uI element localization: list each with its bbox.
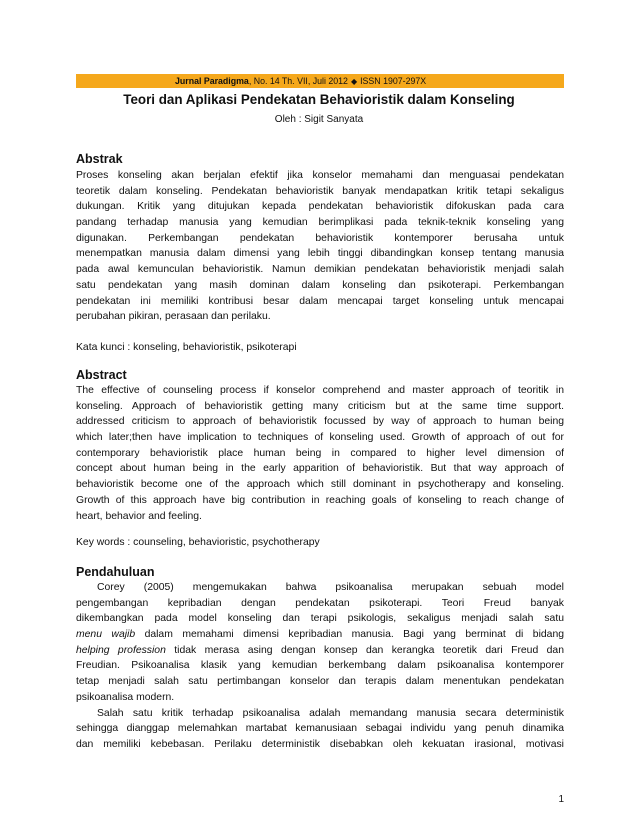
abstrak-line: Proses konseling akan berjalan efektif jika konselor memahami dan menguasai pendekatan	[76, 170, 564, 181]
pendahuluan-line: psikoanalisa modern.	[76, 691, 175, 703]
abstract-line: heart, behavior and feeling.	[76, 510, 202, 522]
abstract-line: Growth of this approach have big contribution in reaching goals of konseling to reach change of	[76, 494, 564, 506]
abstract-line: contemporary behavioristik place human being in compared to higher level dimension of	[76, 447, 564, 459]
abstrak-line: pada awal kemunculan behavioristik. Namun demikian pendekatan behavioristik menjadi salah	[76, 264, 564, 276]
pendahuluan-line: Freudian. Psikoanalisa klasik yang kemudian berkembang dalam psikoanalisa kontemporer	[76, 660, 564, 672]
abstract-heading: Abstract	[76, 368, 127, 382]
abstrak-line: teoretik dalam konseling. Pendekatan behavioristik banyak mendapatkan kritik tetapi sekaligus	[76, 185, 564, 197]
pendahuluan-line: dan memiliki kebebasan. Perilaku deterministik disebabkan oleh kekuatan irasional, motivasi	[76, 738, 564, 750]
pendahuluan-line	[76, 627, 564, 643]
pendahuluan-body	[76, 580, 564, 753]
abstrak-heading: Abstrak	[76, 152, 123, 166]
italic-term: menu wajib	[76, 629, 136, 641]
pendahuluan-line: dikembangkan pada model konseling dan terapi psikologis, sekaligus menjadi salah satu	[76, 613, 564, 625]
abstract-line: which later;then have implication to techniques of konseling used. Growth of approach of out for	[76, 432, 564, 444]
abstrak-line: pendekatan ini memiliki kontribusi besar dalam mencapai target konseling untuk mencapai	[76, 295, 564, 307]
italic-term: helping profession	[76, 644, 166, 656]
page-number: 1	[558, 794, 564, 805]
abstrak-body	[76, 168, 564, 325]
abstrak-line: digunakan. Perkembangan pendekatan behavioristik kontemporer berusaha untuk	[76, 232, 564, 244]
pendahuluan-heading: Pendahuluan	[76, 565, 155, 579]
paper-title: Teori dan Aplikasi Pendekatan Behavioristik dalam Konseling	[123, 92, 515, 107]
abstrak-keywords: Kata kunci : konseling, behavioristik, psikoterapi	[76, 342, 297, 353]
journal-header-bar	[76, 74, 564, 88]
pendahuluan-line	[76, 643, 564, 659]
abstract-line: The effective of counseling process if konselor comprehend and master approach of teoritik in	[76, 385, 564, 396]
abstract-line: addressed criticism to approach of behavioristik focussed by way of approach to human being	[76, 416, 564, 428]
journal-issn: ISSN 1907-297X	[360, 76, 427, 86]
line-text: tidak merasa asing dengan konsep dan kerangka teoretik dari Freud dan	[165, 644, 564, 656]
paper-author: Oleh : Sigit Sanyata	[274, 114, 364, 125]
pendahuluan-line: tetap menjadi salah satu pertimbangan konselor dan terapis dalam menentukan pendekatan	[76, 676, 564, 688]
pendahuluan-line: sehingga dianggap melemahkan martabat kemanusiaan sebagai individu yang penuh dinamika	[76, 723, 564, 735]
pendahuluan-line: Salah satu kritik terhadap psikoanalisa adalah memandang manusia secara deterministik	[97, 707, 564, 719]
diamond-icon: ◆	[350, 77, 358, 86]
pendahuluan-line: Corey (2005) mengemukakan bahwa psikoanalisa merupakan sebuah model	[97, 582, 564, 593]
abstract-line: concept about human being in the early apparition of behavioristik. But that way approach of	[76, 463, 564, 475]
abstrak-line: satu pendekatan yang masih dominan dalam konseling dan psikoterapi. Perkembangan	[76, 279, 564, 291]
abstrak-line: dukungan. Kritik yang ditujukan kepada pendekatan behavioristik difokuskan pada cara	[76, 201, 564, 213]
abstrak-line: menempatkan manusia dalam dimensi yang lebih tinggi dibandingkan konsep tentang manusia	[76, 248, 564, 260]
journal-issue: , No. 14 Th. VII, Juli 2012	[248, 76, 348, 86]
abstract-body	[76, 383, 564, 524]
abstract-line: konseling. Approach of behavioristik getting many criticism but at the same time support.	[76, 400, 564, 412]
abstract-keywords: Key words : counseling, behavioristic, psychotherapy	[76, 537, 320, 548]
journal-header-text	[175, 74, 426, 89]
abstrak-line: perubahan pikiran, perasaan dan perilaku.	[76, 311, 271, 323]
line-text: dalam memahami dimensi kepribadian manusia. Bagi yang berminat di bidang	[135, 629, 564, 641]
journal-name: Jurnal Paradigma	[175, 76, 249, 86]
abstrak-line: pandang terhadap manusia yang kemudian berimplikasi pada teknik-teknik konseling yang	[76, 217, 564, 229]
abstract-line: behavioristik become one of the approach which still dominant in psychotherapy and konseling.	[76, 479, 564, 491]
pendahuluan-line: pengembangan kepribadian dengan pendekatan psikoterapi. Teori Freud banyak	[76, 597, 564, 609]
